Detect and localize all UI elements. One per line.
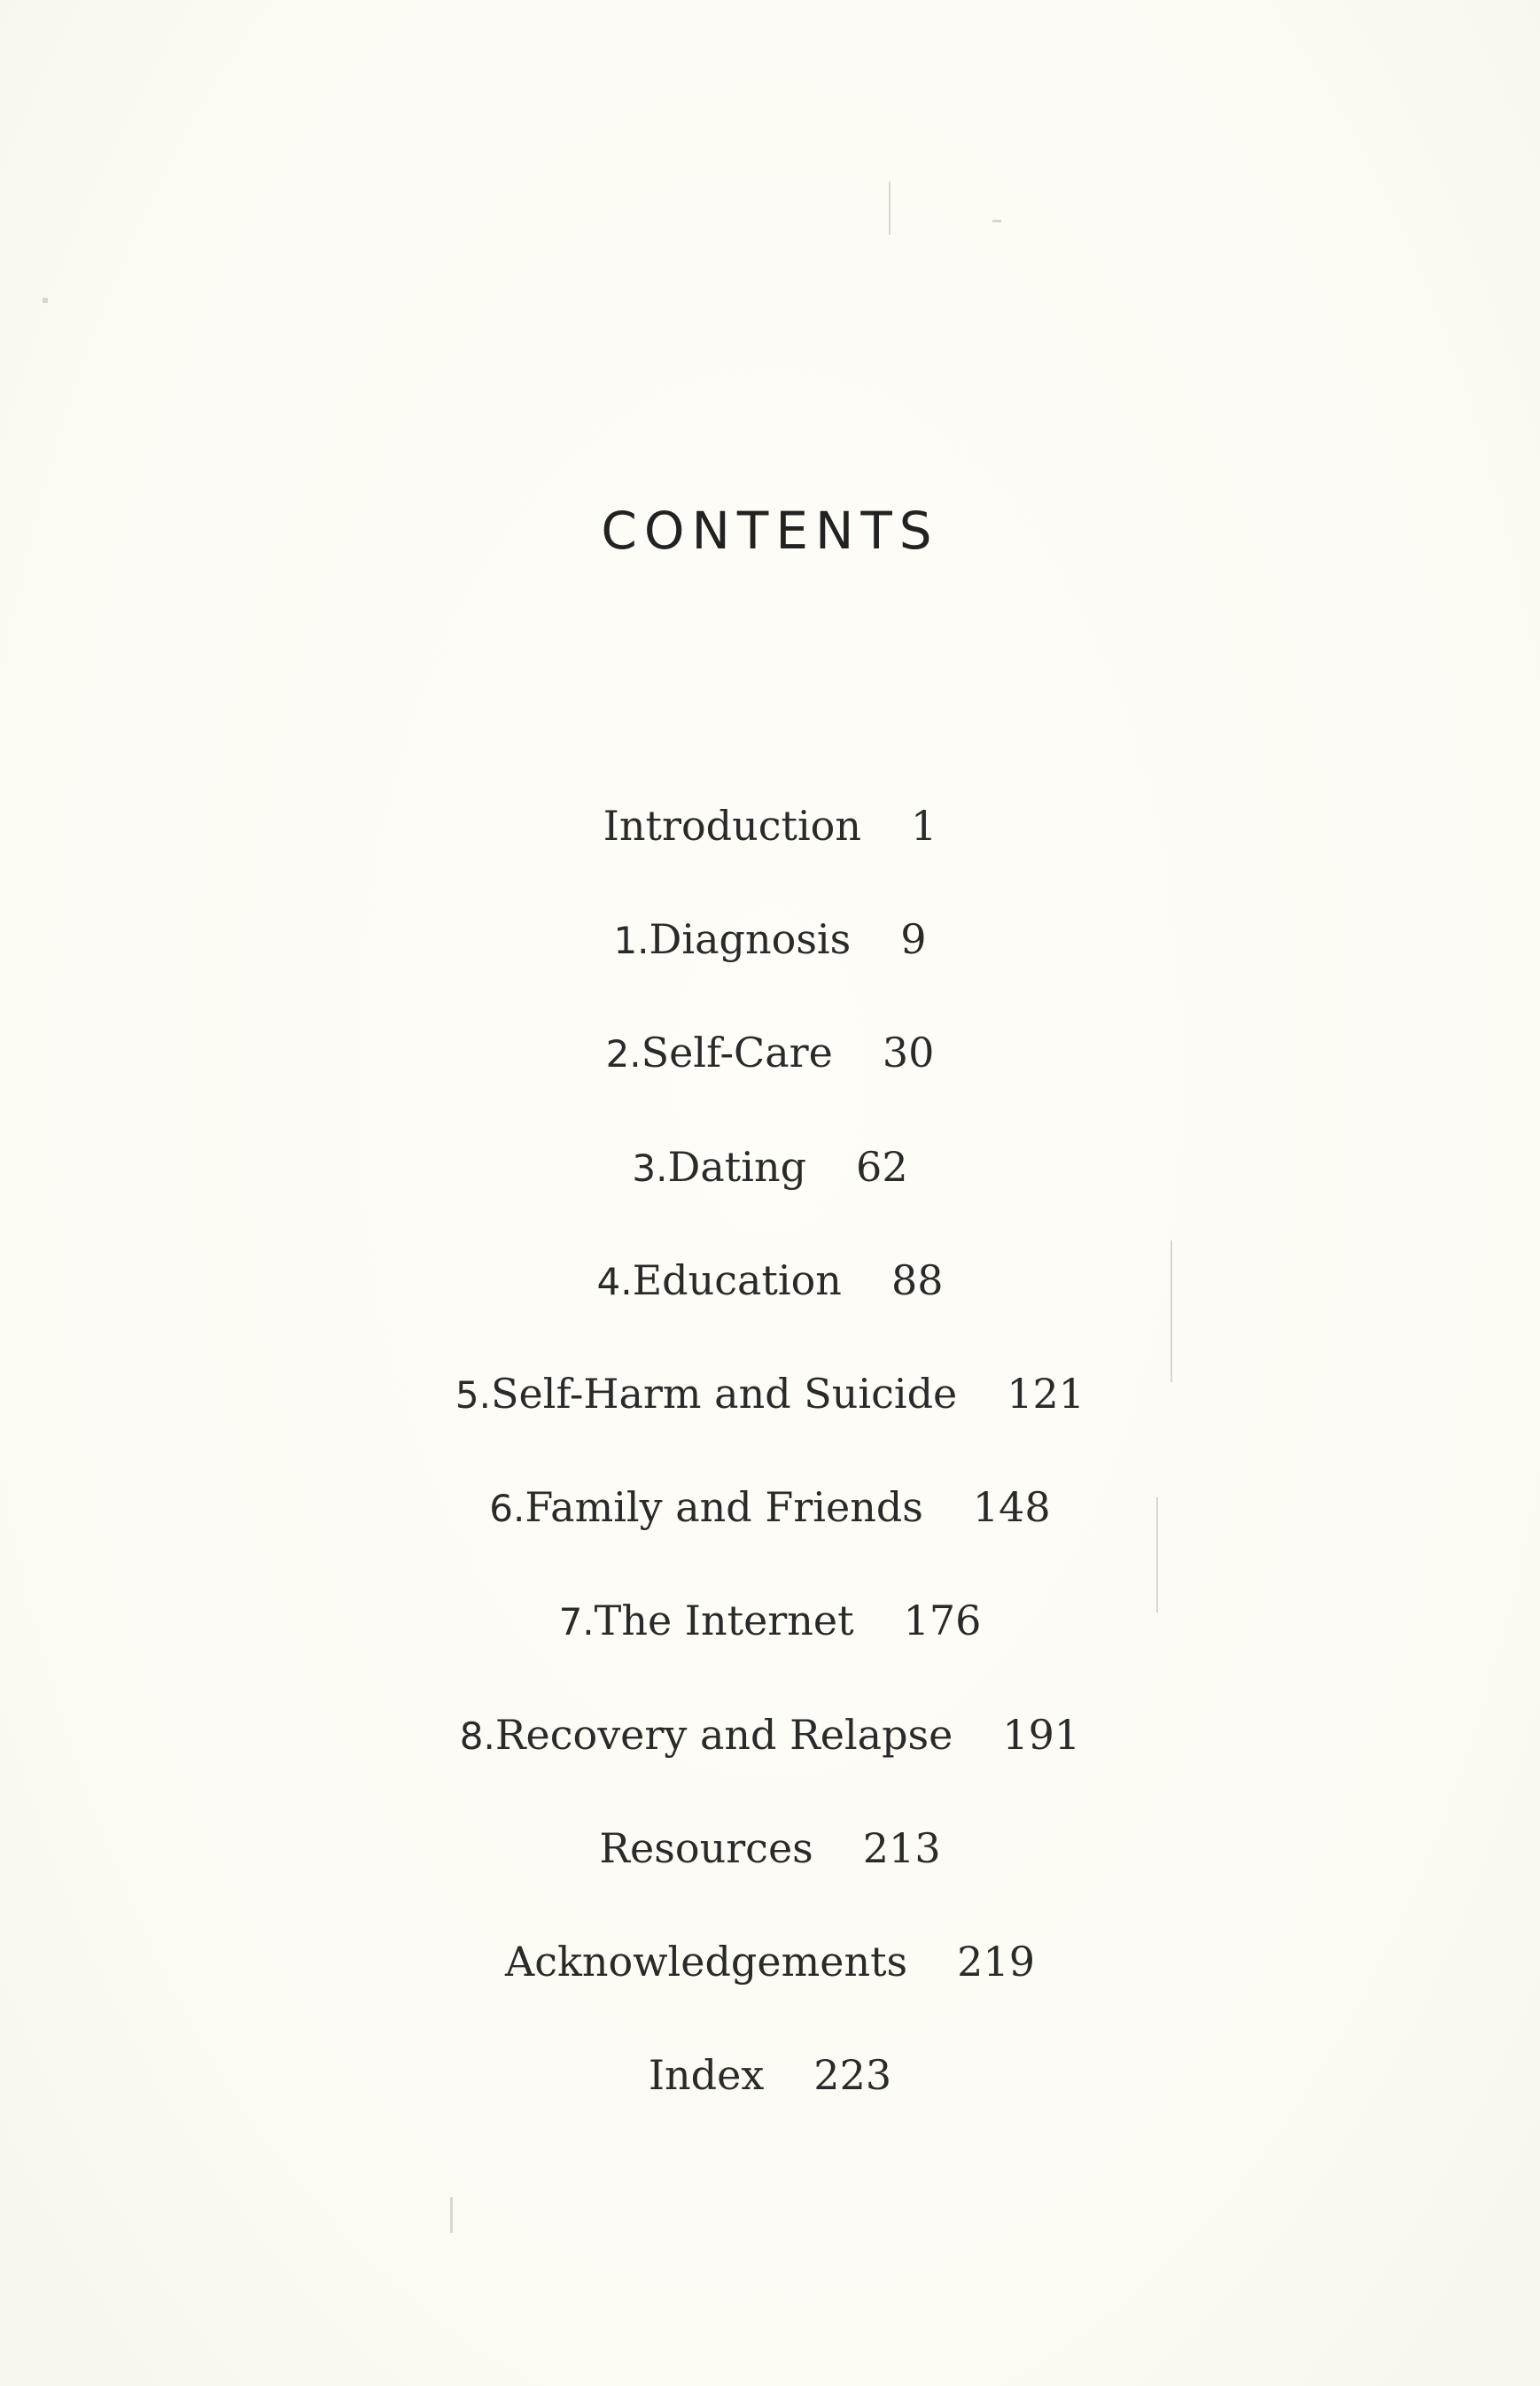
toc-entry-page: 30 [882, 1029, 935, 1077]
toc-entry-page: 191 [1002, 1710, 1081, 1759]
toc-entry-number: 7. [558, 1600, 595, 1644]
toc-entry-number: 3. [632, 1146, 668, 1190]
toc-entry-title: Diagnosis [649, 915, 852, 964]
scan-speck [889, 182, 891, 235]
toc-entry-title: Education [632, 1255, 842, 1304]
toc-entry-self-care[interactable] [0, 1029, 1540, 1142]
toc-entry-number: 2. [605, 1032, 642, 1076]
toc-entry-title: Introduction [603, 802, 862, 850]
scan-speck [450, 2197, 453, 2233]
toc-entry-page: 9 [900, 915, 927, 964]
toc-entry-acknowledgements[interactable] [0, 1938, 1540, 2051]
scan-speck [992, 220, 1001, 222]
toc-entry-page: 121 [1007, 1369, 1085, 1418]
toc-entry-title: Self-Harm and Suicide [491, 1369, 958, 1418]
contents-heading: CONTENTS [601, 501, 939, 561]
toc-entry-title: The Internet [594, 1597, 854, 1645]
toc-entry-title: Family and Friends [525, 1483, 923, 1532]
toc-entry-resources[interactable] [0, 1824, 1540, 1938]
toc-entry-diagnosis[interactable] [0, 915, 1540, 1029]
toc-entry-title: Recovery and Relapse [494, 1710, 953, 1759]
scan-speck [43, 298, 48, 303]
toc-entry-family-and-friends[interactable] [0, 1483, 1540, 1597]
toc-entry-introduction[interactable] [0, 802, 1540, 915]
toc-entry-number: 1. [613, 919, 649, 963]
toc-entry-number: 6. [489, 1487, 525, 1531]
toc-entry-self-harm-and-suicide[interactable] [0, 1370, 1540, 1483]
toc-entry-title: Self-Care [641, 1029, 833, 1077]
toc-entry-page: 219 [957, 1937, 1035, 1986]
toc-entry-number: 5. [455, 1372, 491, 1417]
toc-entry-page: 148 [972, 1483, 1051, 1532]
toc-entry-page: 176 [903, 1597, 982, 1645]
toc-entry-page: 62 [856, 1142, 908, 1191]
toc-entry-number: 8. [459, 1714, 495, 1758]
toc-entry-page: 88 [891, 1255, 944, 1304]
toc-entry-index[interactable] [0, 2051, 1540, 2164]
toc-entry-the-internet[interactable] [0, 1597, 1540, 1710]
toc-entry-recovery-and-relapse[interactable] [0, 1711, 1540, 1824]
toc-entry-dating[interactable] [0, 1143, 1540, 1256]
toc-entry-title: Acknowledgements [505, 1937, 908, 1986]
toc-entry-page: 223 [813, 2051, 892, 2100]
table-of-contents [0, 802, 1540, 2164]
toc-entry-page: 213 [862, 1823, 941, 1872]
toc-entry-title: Index [648, 2051, 765, 2100]
toc-entry-page: 1 [911, 802, 937, 850]
toc-entry-title: Resources [599, 1823, 813, 1872]
toc-entry-education[interactable] [0, 1256, 1540, 1370]
toc-entry-number: 4. [596, 1259, 633, 1303]
toc-entry-title: Dating [667, 1142, 807, 1191]
